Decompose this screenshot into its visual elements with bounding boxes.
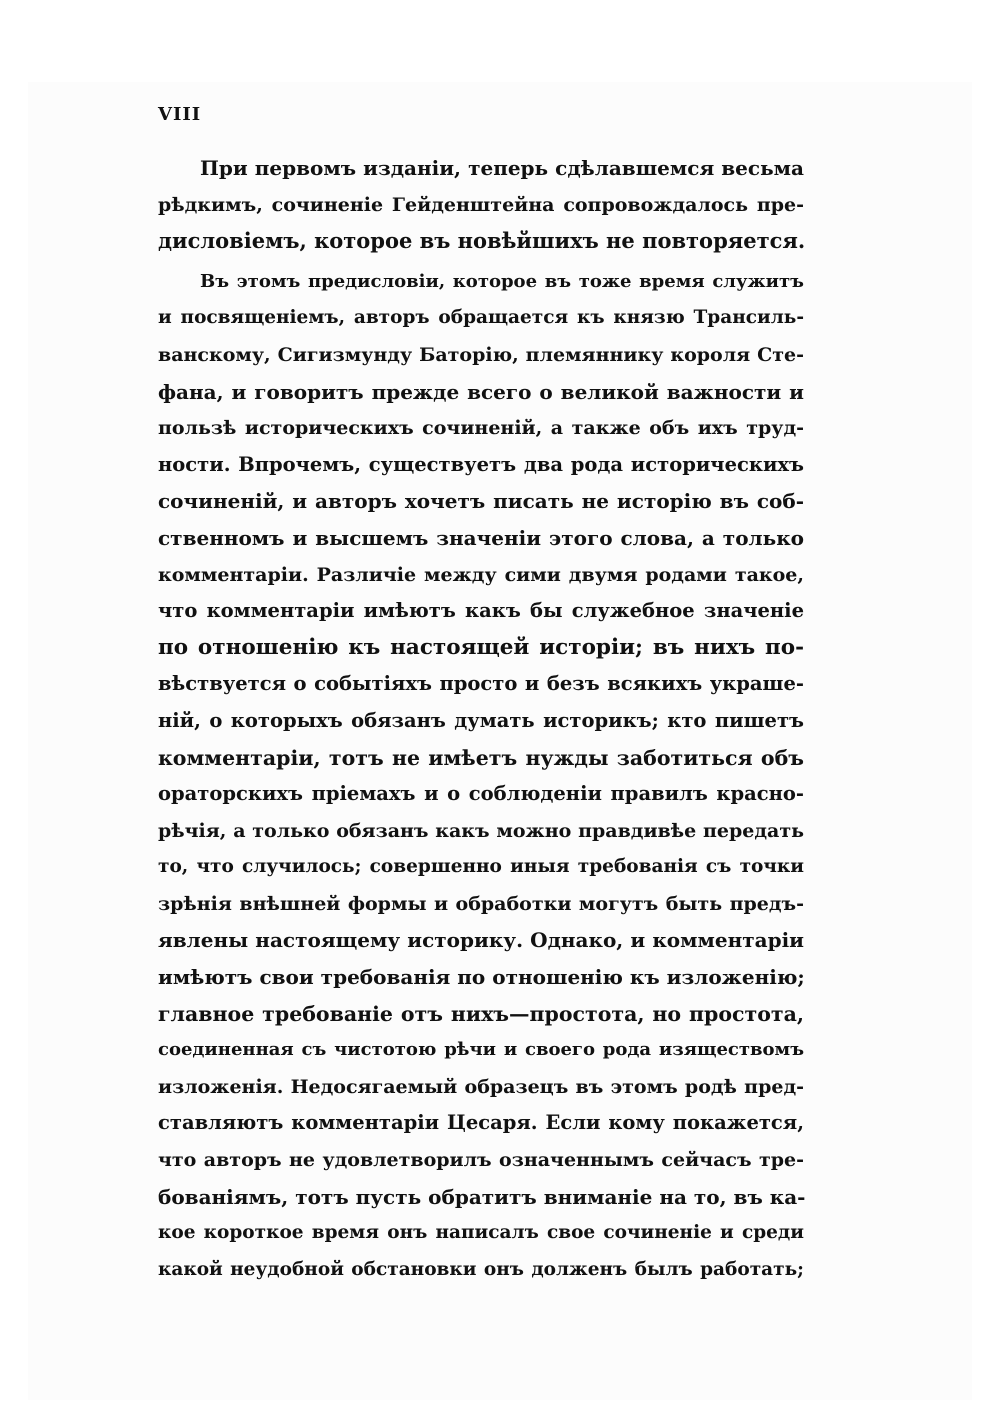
page-number: VIII <box>158 104 202 125</box>
text-line: рѣдкимъ, сочиненіе Гейденштейна сопровождалось пре- <box>158 193 804 216</box>
text-line: Въ этомъ предисловіи, которое въ тоже время служитъ <box>200 270 804 292</box>
text-line: какой неудобной обстановки онъ долженъ былъ работать; <box>158 1258 804 1280</box>
text-line: пользѣ историческихъ сочиненій, а также объ ихъ труд- <box>158 417 804 440</box>
text-line: явлены настоящему историку. Однако, и комментаріи <box>158 928 804 953</box>
text-line: бованіямъ, тотъ пусть обратитъ вниманіе на то, въ ка- <box>158 1184 806 1209</box>
text-line: дисловіемъ, которое въ новѣйшихъ не повторяется. <box>158 228 806 254</box>
text-line: вѣствуется о событіяхъ просто и безъ всякихъ украше- <box>158 672 804 696</box>
text-line: ственномъ и высшемъ значеніи этого слова, а только <box>158 525 804 550</box>
text-line: рѣчія, а только обязанъ какъ можно правдивѣе передать <box>158 819 804 842</box>
text-line: ораторскихъ пріемахъ и о соблюденіи правилъ красно- <box>158 782 804 806</box>
text-line: При первомъ изданіи, теперь сдѣлавшемся весьма <box>200 156 804 180</box>
text-line: ній, о которыхъ обязанъ думать историкъ; кто пишетъ <box>158 708 804 732</box>
paragraph <box>158 150 804 260</box>
text-line: то, что случилось; совершенно иныя требованія съ точки <box>158 856 804 878</box>
text-line: что комментаріи имѣютъ какъ бы служебное значеніе <box>158 599 804 623</box>
text-line: соединенная съ чистотою рѣчи и своего рода изяществомъ <box>158 1039 804 1061</box>
paragraph <box>158 264 804 1289</box>
text-line: ставляютъ комментаріи Цесаря. Если кому покажется, <box>158 1111 804 1135</box>
text-line: ности. Впрочемъ, существуетъ два рода историческихъ <box>158 452 804 476</box>
text-line: сочиненій, и авторъ хочетъ писать не исторію въ соб- <box>158 489 804 514</box>
text-line: изложенія. Недосягаемый образецъ въ этомъ родѣ пред- <box>158 1075 804 1098</box>
text-line: ванскому, Сигизмунду Баторію, племяннику короля Сте- <box>158 343 804 366</box>
text-line: что авторъ не удовлетворилъ означеннымъ сейчасъ тре- <box>158 1149 804 1172</box>
text-line: комментаріи. Различіе между сими двумя родами такое, <box>158 563 804 586</box>
text-line: главное требованіе отъ нихъ—простота, но простота, <box>158 1001 804 1026</box>
text-line: фана, и говоритъ прежде всего о великой важности и <box>158 379 804 404</box>
text-line: зрѣнія внѣшней формы и обработки могутъ быть предъ- <box>158 892 804 915</box>
text-line: по отношенію къ настоящей исторіи; въ нихъ по- <box>158 634 804 660</box>
body-text <box>158 150 804 1288</box>
text-line: и посвященіемъ, авторъ обращается къ князю Трансиль- <box>158 307 804 329</box>
text-line: кое короткое время онъ написалъ свое сочиненіе и среди <box>158 1222 804 1244</box>
text-line: комментаріи, тотъ не имѣетъ нужды заботиться объ <box>158 745 804 770</box>
text-line: имѣютъ свои требованія по отношенію къ изложенію; <box>158 965 805 990</box>
